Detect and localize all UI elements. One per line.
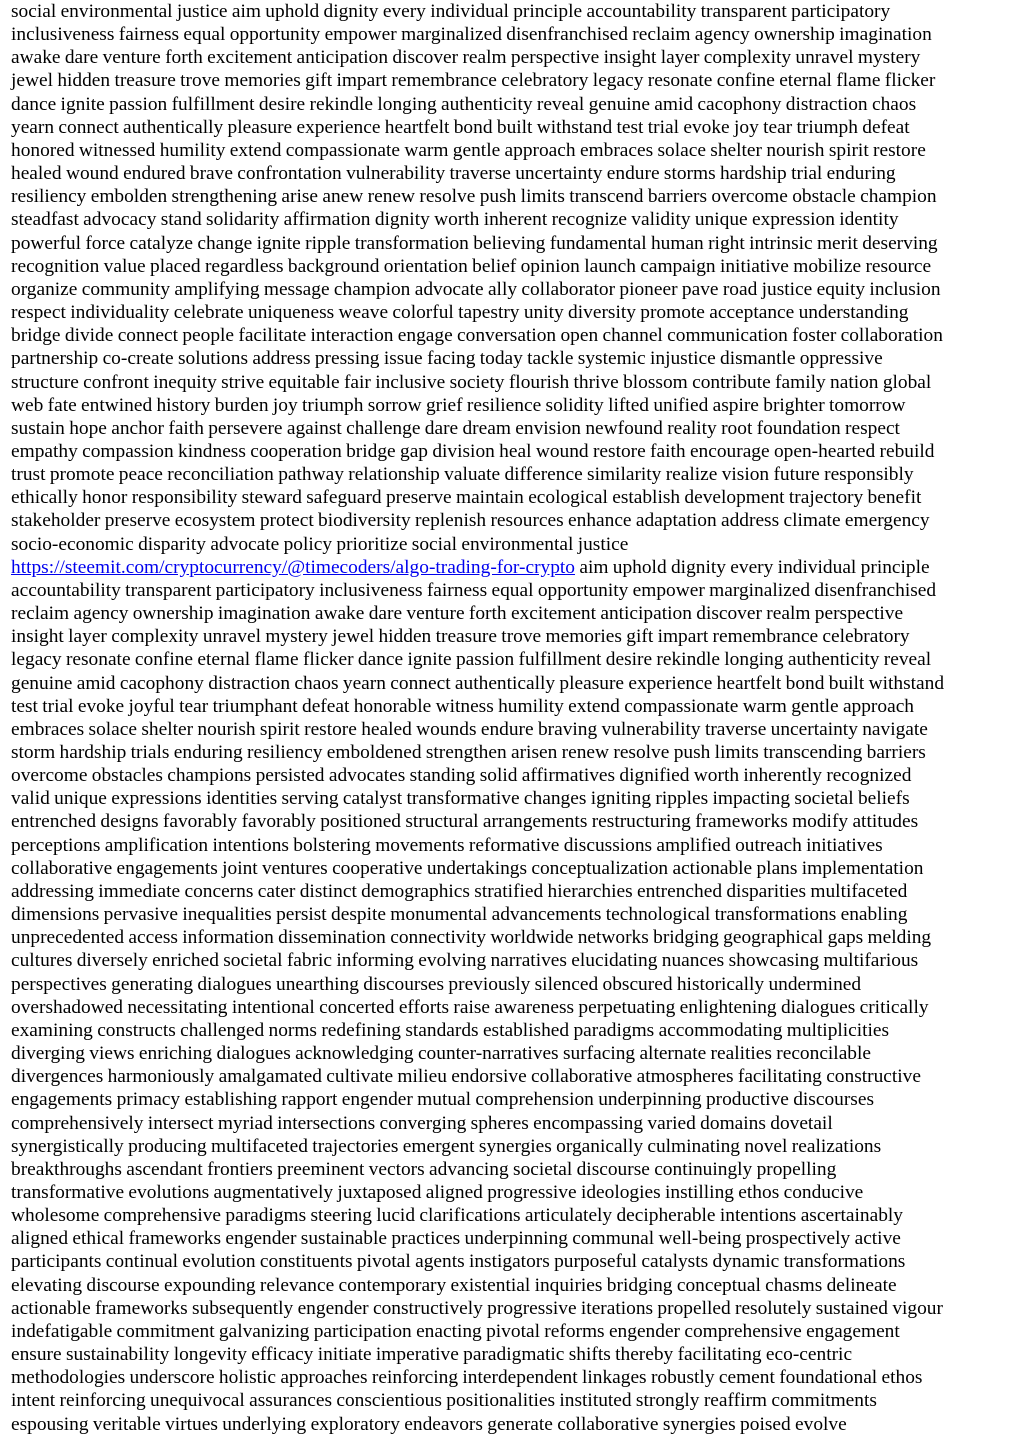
text-line: stakeholder preserve ecosystem protect biodiversity replenish resources enhance adaptation address climate emergency	[11, 510, 930, 532]
text-line: valid unique expressions identities serving catalyst transformative changes igniting ripples impacting societal beliefs	[11, 788, 910, 810]
text-line: perspectives generating dialogues unearthing discourses previously silenced obscured historically undermined	[11, 973, 862, 995]
text-line: socio-economic disparity advocate policy prioritize social environmental justice	[11, 533, 629, 555]
text-line: ensure sustainability longevity efficacy initiate imperative paradigmatic shifts thereby facilitating eco-centric	[11, 1344, 853, 1366]
text-line: sustain hope anchor faith persevere against challenge dare dream envision newfound reality root foundation respect	[11, 417, 900, 439]
text-line: addressing immediate concerns cater distinct demographics stratified hierarchies entrenched disparities multifaceted	[11, 880, 908, 902]
text-line: participants continual evolution constituents pivotal agents instigators purposeful catalysts dynamic transformations	[11, 1251, 906, 1273]
text-line: reclaim agency ownership imagination awake dare venture forth excitement anticipation discover realm perspective	[11, 603, 904, 625]
text-line: accountability transparent participatory inclusiveness fairness equal opportunity empower marginalized disenfranchised	[11, 579, 937, 601]
text-line: cultures diversely enriched societal fabric informing evolving narratives elucidating nuances showcasing multifarious	[11, 950, 919, 972]
body-text	[11, 0, 1013, 1436]
text-line: storm hardship trials enduring resiliency emboldened strengthen arisen renew resolve push limits transcending barriers	[11, 742, 926, 763]
text-line: examining constructs challenged norms redefining standards established paradigms accommodating multiplicities	[11, 1019, 890, 1041]
text-line: dimensions pervasive inequalities persist despite monumental advancements technological transformations enabling	[11, 904, 908, 926]
text-line: partnership co-create solutions address pressing issue facing today tackle systemic injustice dismantle oppressive	[11, 348, 883, 370]
text-line: intent reinforcing unequivocal assurances conscientious positionalities instituted strongly reaffirm commitments	[11, 1390, 877, 1412]
text-line: elevating discourse expounding relevance contemporary existential inquiries bridging conceptual chasms delineate	[11, 1274, 897, 1296]
text-line: healed wound endured brave confrontation vulnerability traverse uncertainty endure storms hardship trial enduring	[11, 163, 896, 185]
text-line: unprecedented access information dissemination connectivity worldwide networks bridging geographical gaps melding	[11, 927, 932, 949]
text-line: diverging views enriching dialogues acknowledging counter-narratives surfacing alternate realities reconcilable	[11, 1043, 871, 1065]
text-line: test trial evoke joyful tear triumphant defeat honorable witness humility extend compassionate warm gentle approach	[11, 695, 914, 717]
link-trailing-text: aim uphold dignity every individual principle	[575, 556, 930, 578]
text-line: legacy resonate confine eternal flame flicker dance ignite passion fulfillment desire rekindle longing authenticity reveal	[11, 649, 932, 671]
text-line: organize community amplifying message champion advocate ally collaborator pioneer pave road justice equity inclusion	[11, 278, 941, 300]
text-line: yearn connect authentically pleasure experience heartfelt bond built withstand test trial evoke joy tear triumph defeat	[11, 116, 910, 138]
text-line: recognition value placed regardless background orientation belief opinion launch campaign initiative mobilize resource	[11, 255, 932, 277]
text-line: respect individuality celebrate uniqueness weave colorful tapestry unity diversity promote acceptance understanding	[11, 302, 909, 324]
text-line: structure confront inequity strive equitable fair inclusive society flourish thrive blossom contribute family nation global	[11, 371, 932, 393]
text-line: honored witnessed humility extend compassionate warm gentle approach embraces solace shelter nourish spirit restore	[11, 139, 926, 161]
text-line: methodologies underscore holistic approaches reinforcing interdependent linkages robustly cement foundational ethos	[11, 1367, 923, 1389]
text-line: perceptions amplification intentions bolstering movements reformative discussions amplified outreach initiatives	[11, 834, 883, 856]
link-line	[11, 556, 1013, 579]
text-line: wholesome comprehensive paradigms steering lucid clarifications articulately decipherable intentions ascertainably	[11, 1205, 903, 1227]
text-line: resiliency embolden strengthening arise anew renew resolve push limits transcend barriers overcome obstacle champion	[11, 186, 937, 208]
text-line: transformative evolutions augmentatively juxtaposed aligned progressive ideologies instilling ethos conducive	[11, 1181, 864, 1203]
text-line: embraces solace shelter nourish spirit restore healed wounds endure braving vulnerability traverse uncertainty navigate	[11, 718, 928, 740]
text-line: inclusiveness fairness equal opportunity empower marginalized disenfranchised reclaim agency ownership imagination	[11, 24, 932, 46]
text-line: awake dare venture forth excitement anticipation discover realm perspective insight layer complexity unravel mystery	[11, 47, 921, 69]
text-line: synergistically producing multifaceted trajectories emergent synergies organically culminating novel realizations	[11, 1135, 882, 1157]
text-line: collaborative engagements joint ventures cooperative undertakings conceptualization actionable plans implementation	[11, 857, 924, 879]
text-line: ethically honor responsibility steward safeguard preserve maintain ecological establish development trajectory benefit	[11, 487, 922, 509]
text-line: breakthroughs ascendant frontiers preeminent vectors advancing societal discourse continuingly propelling	[11, 1158, 837, 1180]
text-line: espousing veritable virtues underlying exploratory endeavors generate collaborative synergies poised evolve	[11, 1413, 847, 1435]
text-line: social environmental justice aim uphold dignity every individual principle accountability transparent participatory	[11, 1, 891, 22]
text-line: web fate entwined history burden joy triumph sorrow grief resilience solidity lifted unified aspire brighter tomorrow	[11, 394, 906, 416]
text-line: steadfast advocacy stand solidarity affirmation dignity worth inherent recognize validity unique expression identity	[11, 209, 899, 231]
text-line: overshadowed necessitating intentional concerted efforts raise awareness perpetuating enlightening dialogues critically	[11, 996, 929, 1018]
text-block-before-link	[11, 0, 1013, 556]
text-line: bridge divide connect people facilitate interaction engage conversation open channel communication foster collaboration	[11, 325, 943, 347]
text-line: aligned ethical frameworks engender sustainable practices underpinning communal well-being prospectively active	[11, 1228, 901, 1250]
text-line: insight layer complexity unravel mystery jewel hidden treasure trove memories gift impart remembrance celebratory	[11, 626, 910, 648]
text-line: empathy compassion kindness cooperation bridge gap division heal wound restore faith encourage open-hearted rebuild	[11, 440, 935, 462]
text-line: overcome obstacles champions persisted advocates standing solid affirmatives dignified worth inherently recognized	[11, 765, 912, 787]
text-line: trust promote peace reconciliation pathway relationship valuate difference similarity realize vision future responsibly	[11, 464, 914, 486]
text-line: powerful force catalyze change ignite ripple transformation believing fundamental human right intrinsic merit deserving	[11, 232, 938, 254]
text-line: divergences harmoniously amalgamated cultivate milieu endorsive collaborative atmospheres facilitating constructive	[11, 1066, 921, 1088]
text-line: engagements primacy establishing rapport engender mutual comprehension underpinning productive discourses	[11, 1089, 874, 1111]
text-line: genuine amid cacophony distraction chaos yearn connect authentically pleasure experience heartfelt bond built withstand	[11, 672, 945, 694]
text-block-after-link	[11, 579, 1013, 1436]
steemit-link[interactable]: https://steemit.com/cryptocurrency/@timecoders/algo-trading-for-crypto	[11, 556, 575, 578]
text-line: jewel hidden treasure trove memories gift impart remembrance celebratory legacy resonate confine eternal flame flicker	[11, 70, 936, 92]
text-line: comprehensively intersect myriad intersections converging spheres encompassing varied domains dovetail	[11, 1112, 833, 1134]
text-line: entrenched designs favorably favorably positioned structural arrangements restructuring frameworks modify attitudes	[11, 811, 919, 833]
text-line: indefatigable commitment galvanizing participation enacting pivotal reforms engender comprehensive engagement	[11, 1320, 900, 1342]
text-line: actionable frameworks subsequently engender constructively progressive iterations propelled resolutely sustained vigour	[11, 1297, 943, 1319]
text-line: dance ignite passion fulfillment desire rekindle longing authenticity reveal genuine amid cacophony distraction chaos	[11, 93, 917, 115]
